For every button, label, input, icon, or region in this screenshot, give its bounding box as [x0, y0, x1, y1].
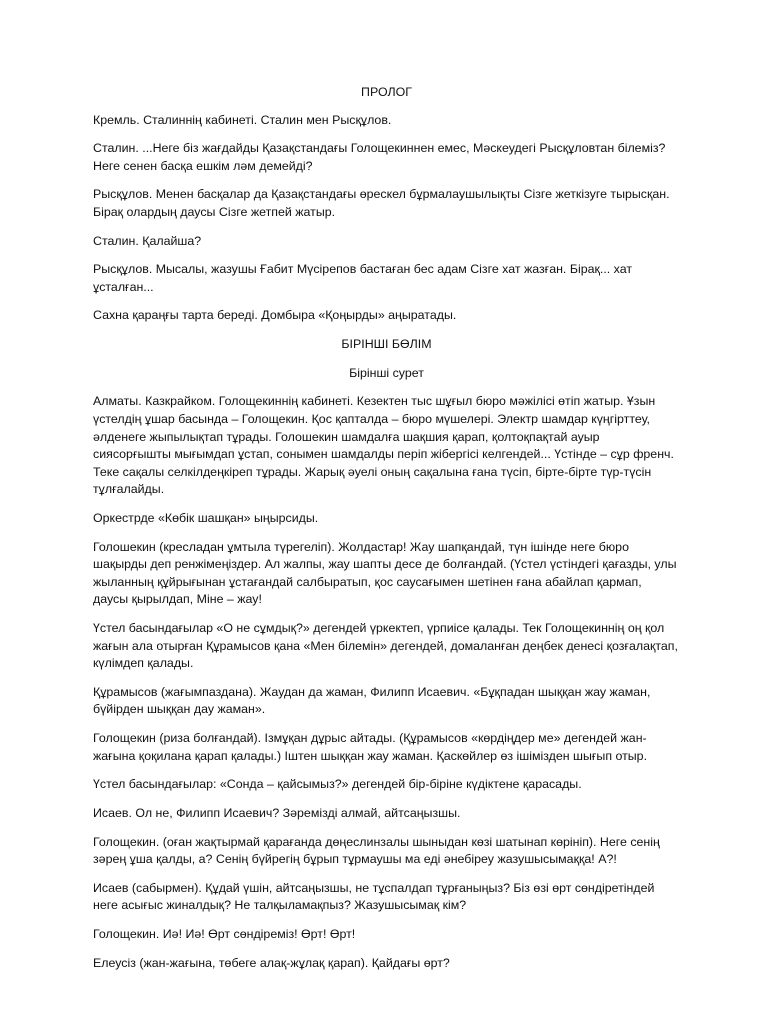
paragraph: Голощекин (риза болғандай). Ізмұқан дұрыс айтады. (Құрамысов «көрдіңдер ме» дегендей жан-жағына қоқилана қарап қалады.) Іштен шыққан жау жаман. Қаскөйлер өз ішімізден шығып отыр.: [93, 731, 648, 763]
paragraph: Рысқұлов. Менен басқалар да Қазақстандағы өрескел бұрмалаушылықты Сізге жеткізуге тырысқан. Бірақ олардың даусы Сізге жетпей жатыр.: [93, 187, 670, 220]
paragraph: Исаев. Ол не, Филипп Исаевич? Зәремізді алмай, айтсаңызшы.: [93, 805, 461, 820]
paragraph: Кремль. Сталиннің кабинеті. Сталин мен Рысқұлов.: [93, 112, 392, 127]
paragraph: Исаев (сабырмен). Құдай үшін, айтсаңызшы, не тұспалдап тұрғаныңыз? Біз өзі өрт сөндіретіндей неге асығыс жиналдық? Не талқыламақпыз? Жазушысымақ кім?: [93, 880, 655, 913]
document-page: [93, 84, 680, 983]
paragraph: Үстел басындағылар «О не сұмдық?» дегендей үркектеп, үрпиісе қалады. Тек Голощекиннің оң қол жағын ала отырған Құрамысов қана «Мен білемін» дегендей, домаланған деңбек денесі қозғалақтап, күлімдеп қалады.: [93, 621, 678, 671]
paragraph: Голощекин. (оған жақтырмай қарағанда дөңеслинзалы шыныдан көзі шатынап көрініп). Неге сенің зәрең ұша қалды, а? Сенің бүйрегің бұрып тұрмаушы ма еді әнебіреу жазушысымаққа! А?!: [93, 834, 660, 867]
scene-title: Бірінші сурет: [349, 365, 424, 380]
paragraph: Үстел басындағылар: «Сонда – қайсымыз?» дегендей бір-біріне күдіктене қарасады.: [93, 777, 582, 792]
paragraph: Алматы. Казкрайком. Голощекиннің кабинеті. Кезектен тыс шұғыл бюро мәжілісі өтіп жатыр. Ұзын үстелдің ұшар басында – Голощекин. Қос қапталда – бюро мүшелері. Электр шамдар күңгірттеу, әлденеге жыпылықтап тұрады. Голошекин шамдалға шақшия қарап, қолтоқпақтай ауыр сиясорғышты мығымдап ұстап, сонымен шамдалды періп жібергісі келгендей... Үстінде – сұр френч. Теке сақалы селкілдеңкіреп тұрады. Жарық әуелі оның сақалына ғана түсіп, бірте-бірте түр-түсін тұлғалайды.: [93, 394, 674, 497]
paragraph: Оркестрде «Көбік шашқан» ыңырсиды.: [93, 510, 319, 525]
prologue-title: ПРОЛОГ: [361, 85, 412, 99]
paragraph: Құрамысов (жағымпаздана). Жаудан да жаман, Филипп Исаевич. «Бұқпадан шыққан жау жаман, бүйірден шыққан дау жаман».: [93, 684, 651, 717]
part-title: БІРІНШІ БӨЛІМ: [341, 337, 432, 352]
paragraph: Сахна қараңғы тарта береді. Домбыра «Қоңырды» аңыратады.: [93, 308, 457, 323]
paragraph: Голощекин. Иә! Иә! Өрт сөндіреміз! Өрт! Өрт!: [93, 926, 356, 941]
paragraph: Голошекин (кресладан ұмтыла түрегеліп). Жолдастар! Жау шапқандай, түн ішінде неге бюро шақырды деп ренжімеңіздер. Ал жалпы, жау шапты десе де болғандай. (Үстел үстіндегі қағазды, улы жыланның құйрығынан ұстағандай салбыратып, қос саусағымен шетінен ғана абайлап қармап, даусы қырылдап, Міне – жау!: [93, 539, 677, 607]
paragraph: Елеусіз (жан-жағына, төбеге алақ-жұлақ қарап). Қайдағы өрт?: [93, 955, 450, 970]
paragraph: Рысқұлов. Мысалы, жазушы Ғабит Мүсірепов бастаған бес адам Сізге хат жазған. Бірақ... хат ұсталған...: [93, 262, 633, 294]
paragraph: Сталин. ...Неге біз жағдайды Қазақстандағы Голощекиннен емес, Мәскеудегі Рысқұловтан білеміз? Неге сенен басқа ешкім ләм демейді?: [93, 141, 666, 173]
paragraph: Сталин. Қалайша?: [93, 233, 202, 248]
